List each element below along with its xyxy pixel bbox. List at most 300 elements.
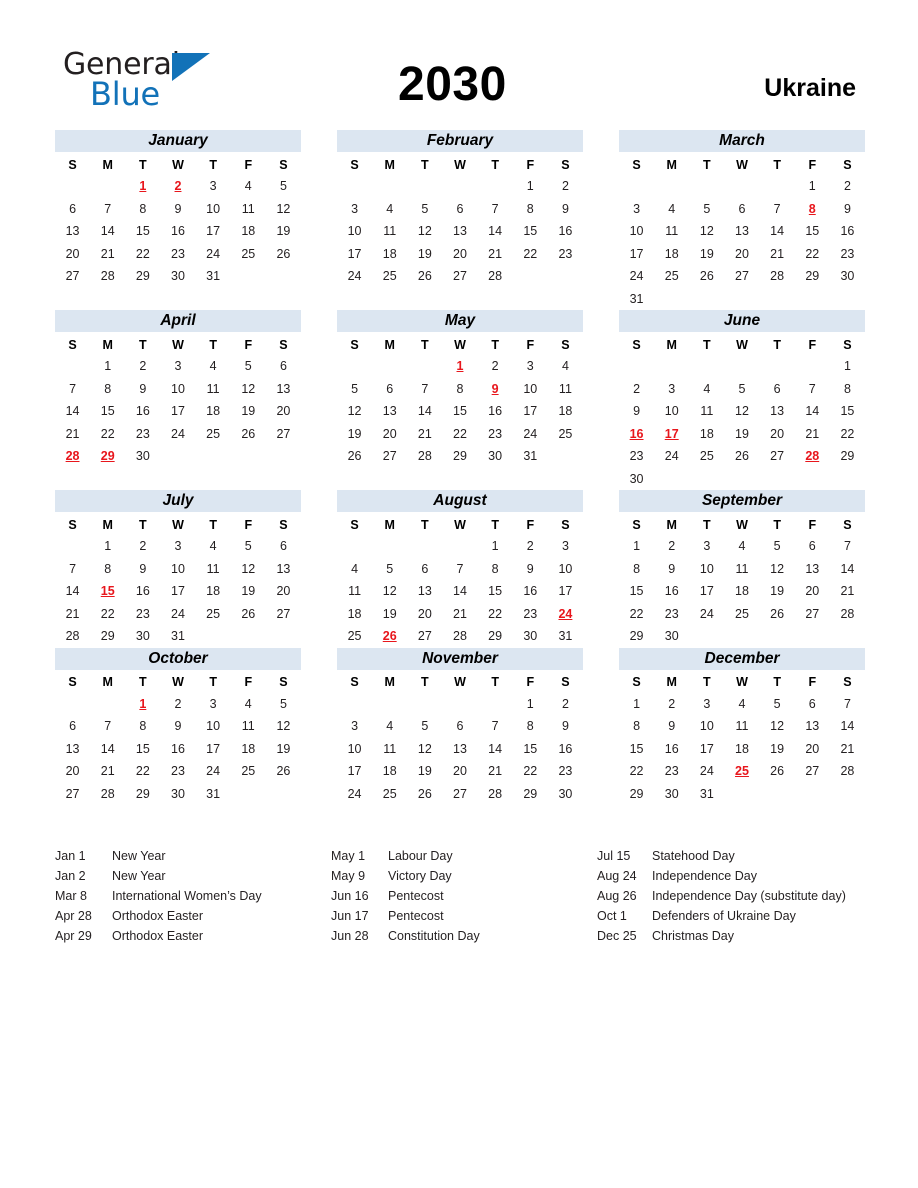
day-cell[interactable]: 18 (206, 404, 221, 419)
day-cell[interactable]: 13 (805, 719, 820, 734)
day-cell[interactable]: 6 (421, 561, 429, 576)
day-cell[interactable]: 15 (523, 224, 538, 239)
day-cell[interactable]: 25 (206, 426, 221, 441)
day-cell[interactable]: 4 (209, 359, 217, 374)
day-cell[interactable]: 28 (840, 606, 855, 621)
day-cell[interactable]: 30 (558, 786, 573, 801)
day-cell[interactable]: 30 (840, 269, 855, 284)
day-cell[interactable]: 13 (382, 404, 397, 419)
day-cell[interactable]: 16 (488, 404, 503, 419)
day-cell[interactable]: 15 (805, 224, 820, 239)
day-cell[interactable]: 2 (561, 179, 569, 194)
day-cell[interactable]: 29 (629, 786, 644, 801)
day-cell[interactable]: 21 (100, 764, 115, 779)
day-cell[interactable]: 18 (558, 404, 573, 419)
day-cell[interactable]: 29 (805, 269, 820, 284)
day-cell[interactable]: 17 (558, 584, 573, 599)
day-cell[interactable]: 3 (351, 719, 359, 734)
day-cell[interactable]: 26 (276, 764, 291, 779)
day-cell[interactable]: 20 (276, 404, 291, 419)
day-cell[interactable]: 21 (417, 426, 432, 441)
day-cell[interactable]: 13 (770, 404, 785, 419)
day-cell[interactable]: 12 (347, 404, 362, 419)
day-cell[interactable]: 5 (279, 179, 287, 194)
day-cell[interactable]: 10 (664, 404, 679, 419)
day-cell[interactable]: 20 (65, 246, 80, 261)
day-cell[interactable]: 19 (417, 246, 432, 261)
day-cell[interactable]: 25 (206, 606, 221, 621)
day-cell[interactable]: 16 (664, 584, 679, 599)
day-cell[interactable]: 29 (135, 269, 150, 284)
day-cell[interactable]: 8 (104, 561, 112, 576)
day-cell[interactable]: 11 (241, 201, 255, 216)
day-cell[interactable]: 23 (135, 426, 150, 441)
day-cell[interactable]: 10 (558, 561, 573, 576)
day-cell[interactable]: 1 (104, 359, 112, 374)
day-cell[interactable]: 9 (668, 561, 676, 576)
day-cell[interactable]: 10 (347, 224, 362, 239)
day-cell[interactable]: 13 (276, 381, 291, 396)
day-cell[interactable]: 7 (104, 719, 112, 734)
day-cell[interactable]: 5 (738, 381, 746, 396)
day-cell[interactable]: 21 (100, 246, 115, 261)
day-cell[interactable]: 8 (633, 719, 641, 734)
day-cell[interactable]: 8 (456, 381, 464, 396)
day-cell[interactable]: 13 (417, 584, 432, 599)
day-cell[interactable]: 17 (171, 584, 185, 599)
day-cell[interactable]: 24 (347, 269, 362, 284)
day-cell[interactable]: 20 (382, 426, 397, 441)
day-cell[interactable]: 1 (526, 179, 534, 194)
day-cell[interactable]: 9 (139, 561, 147, 576)
day-cell[interactable]: 2 (668, 696, 676, 711)
day-cell[interactable]: 5 (421, 719, 429, 734)
day-cell[interactable]: 27 (65, 786, 80, 801)
day-cell[interactable]: 26 (699, 269, 714, 284)
day-cell[interactable]: 27 (805, 764, 820, 779)
day-cell[interactable]: 17 (699, 741, 714, 756)
day-cell[interactable]: 24 (664, 449, 679, 464)
day-cell[interactable]: 30 (135, 629, 150, 644)
day-cell[interactable]: 12 (276, 201, 291, 216)
day-cell[interactable]: 26 (347, 449, 362, 464)
day-cell[interactable]: 26 (417, 786, 432, 801)
day-cell[interactable]: 31 (629, 291, 644, 306)
day-cell[interactable]: 7 (491, 201, 499, 216)
day-cell[interactable]: 22 (100, 606, 115, 621)
day-cell[interactable]: 27 (382, 449, 397, 464)
day-cell[interactable]: 23 (840, 246, 855, 261)
day-cell[interactable]: 9 (174, 201, 182, 216)
day-cell[interactable]: 4 (561, 359, 569, 374)
day-cell[interactable]: 12 (699, 224, 714, 239)
day-cell[interactable]: 13 (276, 561, 291, 576)
day-cell[interactable]: 22 (135, 246, 150, 261)
day-cell[interactable]: 19 (382, 606, 397, 621)
day-cell[interactable]: 3 (174, 539, 182, 554)
day-cell[interactable]: 22 (805, 246, 820, 261)
day-cell[interactable]: 19 (417, 764, 432, 779)
day-cell[interactable]: 27 (453, 269, 467, 284)
day-cell[interactable]: 4 (244, 179, 252, 194)
day-cell[interactable]: 3 (526, 359, 534, 374)
day-cell[interactable]: 24 (206, 246, 221, 261)
day-cell[interactable]: 17 (629, 246, 644, 261)
day-cell[interactable]: 1 (491, 539, 499, 554)
day-cell[interactable]: 24 (629, 269, 644, 284)
day-cell[interactable]: 23 (664, 764, 679, 779)
day-cell[interactable]: 5 (421, 201, 429, 216)
day-cell[interactable]: 2 (139, 539, 147, 554)
day-cell[interactable]: 14 (770, 224, 785, 239)
day-cell[interactable]: 26 (770, 606, 785, 621)
day-cell[interactable]: 29 (100, 629, 115, 644)
day-cell[interactable]: 5 (244, 539, 252, 554)
day-cell[interactable]: 13 (735, 224, 749, 239)
day-cell[interactable]: 4 (386, 201, 394, 216)
day-cell[interactable]: 5 (386, 561, 394, 576)
day-cell[interactable]: 14 (453, 584, 467, 599)
day-cell[interactable]: 28 (417, 449, 432, 464)
day-cell[interactable]: 30 (171, 786, 185, 801)
day-cell[interactable]: 25 (382, 786, 397, 801)
holiday-day-cell[interactable]: 29 (100, 449, 115, 464)
day-cell[interactable]: 9 (843, 201, 851, 216)
day-cell[interactable]: 25 (382, 269, 397, 284)
day-cell[interactable]: 20 (65, 764, 80, 779)
day-cell[interactable]: 12 (417, 224, 432, 239)
day-cell[interactable]: 25 (241, 764, 256, 779)
day-cell[interactable]: 31 (206, 786, 221, 801)
day-cell[interactable]: 29 (135, 786, 150, 801)
day-cell[interactable]: 14 (100, 224, 115, 239)
day-cell[interactable]: 23 (558, 246, 573, 261)
day-cell[interactable]: 9 (668, 719, 676, 734)
day-cell[interactable]: 3 (561, 539, 569, 554)
day-cell[interactable]: 13 (65, 741, 80, 756)
day-cell[interactable]: 2 (139, 359, 147, 374)
day-cell[interactable]: 13 (453, 224, 467, 239)
day-cell[interactable]: 30 (664, 786, 679, 801)
day-cell[interactable]: 12 (241, 561, 256, 576)
day-cell[interactable]: 26 (276, 246, 291, 261)
day-cell[interactable]: 1 (104, 539, 112, 554)
day-cell[interactable]: 23 (664, 606, 679, 621)
day-cell[interactable]: 13 (453, 741, 467, 756)
day-cell[interactable]: 6 (456, 201, 464, 216)
day-cell[interactable]: 14 (65, 404, 80, 419)
day-cell[interactable]: 14 (100, 741, 115, 756)
day-cell[interactable]: 3 (209, 696, 217, 711)
day-cell[interactable]: 12 (382, 584, 397, 599)
day-cell[interactable]: 14 (65, 584, 80, 599)
day-cell[interactable]: 8 (104, 381, 112, 396)
day-cell[interactable]: 5 (773, 696, 781, 711)
day-cell[interactable]: 16 (664, 741, 679, 756)
day-cell[interactable]: 20 (805, 584, 820, 599)
day-cell[interactable]: 14 (805, 404, 820, 419)
day-cell[interactable]: 10 (629, 224, 644, 239)
day-cell[interactable]: 29 (453, 449, 467, 464)
day-cell[interactable]: 10 (171, 381, 185, 396)
day-cell[interactable]: 18 (206, 584, 221, 599)
day-cell[interactable]: 15 (135, 741, 150, 756)
holiday-day-cell[interactable]: 28 (65, 449, 80, 464)
day-cell[interactable]: 17 (206, 741, 221, 756)
day-cell[interactable]: 11 (735, 561, 749, 576)
day-cell[interactable]: 10 (347, 741, 362, 756)
day-cell[interactable]: 16 (523, 584, 538, 599)
day-cell[interactable]: 13 (65, 224, 80, 239)
day-cell[interactable]: 28 (488, 269, 503, 284)
day-cell[interactable]: 20 (276, 584, 291, 599)
day-cell[interactable]: 7 (69, 381, 77, 396)
day-cell[interactable]: 23 (171, 764, 185, 779)
day-cell[interactable]: 7 (104, 201, 112, 216)
day-cell[interactable]: 23 (558, 764, 573, 779)
day-cell[interactable]: 28 (453, 629, 467, 644)
day-cell[interactable]: 24 (347, 786, 362, 801)
day-cell[interactable]: 19 (770, 584, 785, 599)
day-cell[interactable]: 22 (100, 426, 115, 441)
day-cell[interactable]: 5 (703, 201, 711, 216)
day-cell[interactable]: 12 (276, 719, 291, 734)
day-cell[interactable]: 30 (171, 269, 185, 284)
day-cell[interactable]: 5 (244, 359, 252, 374)
day-cell[interactable]: 11 (700, 404, 714, 419)
holiday-day-cell[interactable]: 1 (456, 359, 464, 374)
day-cell[interactable]: 21 (488, 764, 503, 779)
day-cell[interactable]: 11 (348, 584, 362, 599)
day-cell[interactable]: 17 (171, 404, 185, 419)
holiday-day-cell[interactable]: 8 (808, 201, 816, 216)
day-cell[interactable]: 17 (523, 404, 538, 419)
day-cell[interactable]: 19 (770, 741, 785, 756)
day-cell[interactable]: 8 (633, 561, 641, 576)
day-cell[interactable]: 15 (840, 404, 855, 419)
day-cell[interactable]: 30 (629, 471, 644, 486)
day-cell[interactable]: 14 (417, 404, 432, 419)
day-cell[interactable]: 20 (417, 606, 432, 621)
holiday-day-cell[interactable]: 9 (491, 381, 499, 396)
day-cell[interactable]: 31 (171, 629, 185, 644)
day-cell[interactable]: 16 (558, 224, 573, 239)
day-cell[interactable]: 2 (174, 696, 182, 711)
day-cell[interactable]: 26 (735, 449, 749, 464)
day-cell[interactable]: 24 (171, 426, 185, 441)
day-cell[interactable]: 11 (241, 719, 255, 734)
day-cell[interactable]: 8 (526, 201, 534, 216)
day-cell[interactable]: 26 (770, 764, 785, 779)
day-cell[interactable]: 25 (347, 629, 362, 644)
holiday-day-cell[interactable]: 17 (664, 426, 679, 441)
day-cell[interactable]: 21 (488, 246, 503, 261)
day-cell[interactable]: 8 (139, 719, 147, 734)
day-cell[interactable]: 14 (840, 561, 855, 576)
day-cell[interactable]: 1 (633, 696, 641, 711)
day-cell[interactable]: 18 (699, 426, 714, 441)
day-cell[interactable]: 16 (171, 224, 185, 239)
day-cell[interactable]: 28 (100, 269, 115, 284)
holiday-day-cell[interactable]: 16 (629, 426, 644, 441)
day-cell[interactable]: 19 (347, 426, 362, 441)
day-cell[interactable]: 19 (276, 741, 291, 756)
day-cell[interactable]: 17 (699, 584, 714, 599)
day-cell[interactable]: 6 (279, 539, 287, 554)
day-cell[interactable]: 31 (206, 269, 221, 284)
day-cell[interactable]: 5 (279, 696, 287, 711)
day-cell[interactable]: 11 (558, 381, 572, 396)
day-cell[interactable]: 29 (488, 629, 503, 644)
day-cell[interactable]: 23 (523, 606, 538, 621)
day-cell[interactable]: 10 (523, 381, 538, 396)
day-cell[interactable]: 14 (488, 224, 503, 239)
day-cell[interactable]: 8 (491, 561, 499, 576)
day-cell[interactable]: 5 (773, 539, 781, 554)
day-cell[interactable]: 12 (735, 404, 749, 419)
day-cell[interactable]: 11 (206, 561, 220, 576)
day-cell[interactable]: 21 (65, 606, 80, 621)
day-cell[interactable]: 29 (523, 786, 538, 801)
day-cell[interactable]: 19 (735, 426, 749, 441)
day-cell[interactable]: 22 (453, 426, 467, 441)
day-cell[interactable]: 7 (69, 561, 77, 576)
day-cell[interactable]: 12 (770, 561, 785, 576)
day-cell[interactable]: 19 (276, 224, 291, 239)
holiday-day-cell[interactable]: 15 (100, 584, 115, 599)
day-cell[interactable]: 31 (523, 449, 538, 464)
holiday-day-cell[interactable]: 2 (174, 179, 182, 194)
day-cell[interactable]: 14 (488, 741, 503, 756)
day-cell[interactable]: 16 (171, 741, 185, 756)
day-cell[interactable]: 30 (488, 449, 503, 464)
day-cell[interactable]: 27 (276, 606, 291, 621)
day-cell[interactable]: 2 (561, 696, 569, 711)
day-cell[interactable]: 24 (699, 764, 714, 779)
day-cell[interactable]: 27 (805, 606, 820, 621)
day-cell[interactable]: 17 (206, 224, 221, 239)
day-cell[interactable]: 1 (633, 539, 641, 554)
day-cell[interactable]: 15 (453, 404, 467, 419)
holiday-day-cell[interactable]: 1 (139, 696, 147, 711)
day-cell[interactable]: 21 (770, 246, 785, 261)
day-cell[interactable]: 15 (629, 741, 644, 756)
day-cell[interactable]: 7 (421, 381, 429, 396)
day-cell[interactable]: 8 (526, 719, 534, 734)
day-cell[interactable]: 10 (206, 201, 221, 216)
day-cell[interactable]: 6 (456, 719, 464, 734)
day-cell[interactable]: 9 (561, 719, 569, 734)
day-cell[interactable]: 16 (840, 224, 855, 239)
day-cell[interactable]: 10 (171, 561, 185, 576)
day-cell[interactable]: 4 (209, 539, 217, 554)
day-cell[interactable]: 4 (386, 719, 394, 734)
day-cell[interactable]: 6 (279, 359, 287, 374)
day-cell[interactable]: 14 (840, 719, 855, 734)
holiday-day-cell[interactable]: 28 (805, 449, 820, 464)
day-cell[interactable]: 1 (843, 359, 851, 374)
day-cell[interactable]: 17 (347, 246, 362, 261)
day-cell[interactable]: 18 (382, 764, 397, 779)
day-cell[interactable]: 18 (382, 246, 397, 261)
day-cell[interactable]: 1 (526, 696, 534, 711)
day-cell[interactable]: 2 (491, 359, 499, 374)
day-cell[interactable]: 24 (699, 606, 714, 621)
day-cell[interactable]: 29 (629, 629, 644, 644)
day-cell[interactable]: 22 (523, 246, 538, 261)
day-cell[interactable]: 23 (629, 449, 644, 464)
day-cell[interactable]: 23 (488, 426, 503, 441)
day-cell[interactable]: 7 (773, 201, 781, 216)
day-cell[interactable]: 18 (241, 224, 256, 239)
day-cell[interactable]: 24 (206, 764, 221, 779)
day-cell[interactable]: 20 (453, 764, 467, 779)
day-cell[interactable]: 9 (561, 201, 569, 216)
day-cell[interactable]: 6 (773, 381, 781, 396)
day-cell[interactable]: 8 (139, 201, 147, 216)
day-cell[interactable]: 6 (808, 539, 816, 554)
day-cell[interactable]: 22 (629, 764, 644, 779)
day-cell[interactable]: 30 (135, 449, 150, 464)
day-cell[interactable]: 22 (135, 764, 150, 779)
day-cell[interactable]: 27 (735, 269, 749, 284)
day-cell[interactable]: 3 (351, 201, 359, 216)
day-cell[interactable]: 9 (526, 561, 534, 576)
day-cell[interactable]: 27 (65, 269, 80, 284)
day-cell[interactable]: 10 (699, 561, 714, 576)
day-cell[interactable]: 27 (453, 786, 467, 801)
day-cell[interactable]: 18 (735, 741, 749, 756)
day-cell[interactable]: 22 (488, 606, 503, 621)
day-cell[interactable]: 28 (840, 764, 855, 779)
day-cell[interactable]: 3 (703, 539, 711, 554)
day-cell[interactable]: 17 (347, 764, 362, 779)
day-cell[interactable]: 20 (453, 246, 467, 261)
day-cell[interactable]: 9 (139, 381, 147, 396)
day-cell[interactable]: 19 (699, 246, 714, 261)
day-cell[interactable]: 22 (629, 606, 644, 621)
day-cell[interactable]: 29 (840, 449, 855, 464)
day-cell[interactable]: 3 (209, 179, 217, 194)
day-cell[interactable]: 3 (633, 201, 641, 216)
day-cell[interactable]: 26 (417, 269, 432, 284)
day-cell[interactable]: 4 (738, 539, 746, 554)
day-cell[interactable]: 18 (735, 584, 749, 599)
day-cell[interactable]: 10 (206, 719, 221, 734)
day-cell[interactable]: 11 (206, 381, 220, 396)
day-cell[interactable]: 21 (805, 426, 820, 441)
day-cell[interactable]: 27 (276, 426, 291, 441)
day-cell[interactable]: 10 (699, 719, 714, 734)
day-cell[interactable]: 16 (558, 741, 573, 756)
day-cell[interactable]: 3 (668, 381, 676, 396)
day-cell[interactable]: 7 (456, 561, 464, 576)
day-cell[interactable]: 12 (241, 381, 256, 396)
day-cell[interactable]: 24 (171, 606, 185, 621)
day-cell[interactable]: 11 (735, 719, 749, 734)
day-cell[interactable]: 6 (808, 696, 816, 711)
day-cell[interactable]: 18 (664, 246, 679, 261)
day-cell[interactable]: 31 (699, 786, 714, 801)
day-cell[interactable]: 2 (668, 539, 676, 554)
day-cell[interactable]: 4 (668, 201, 676, 216)
day-cell[interactable]: 21 (840, 584, 855, 599)
day-cell[interactable]: 2 (526, 539, 534, 554)
day-cell[interactable]: 8 (843, 381, 851, 396)
day-cell[interactable]: 21 (65, 426, 80, 441)
day-cell[interactable]: 11 (665, 224, 679, 239)
day-cell[interactable]: 4 (244, 696, 252, 711)
